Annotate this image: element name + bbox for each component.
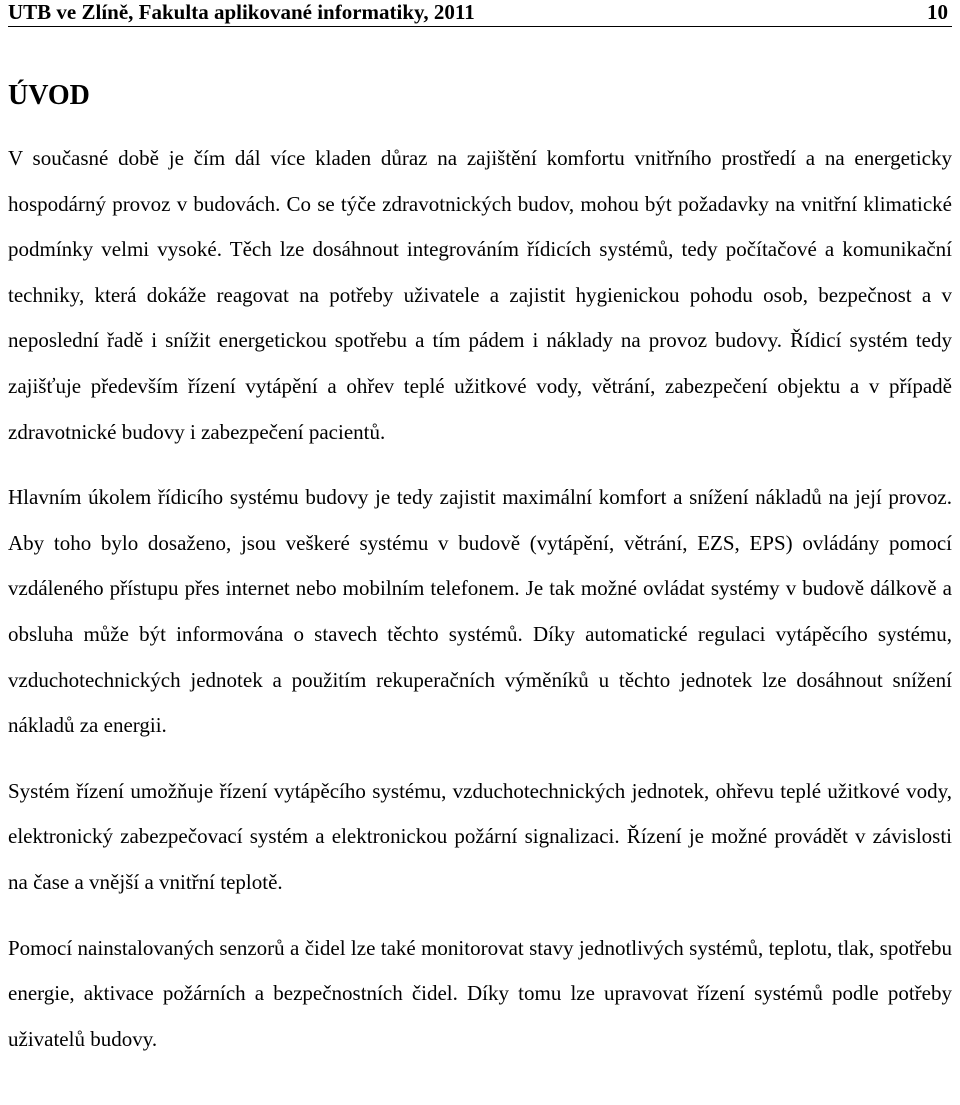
- paragraph-2: Hlavním úkolem řídicího systému budovy je tedy zajistit maximální komfort a snížení nákladů na její provoz. Aby toho bylo dosaženo, jsou veškeré systému v budově (vytápění, větrání, EZS, EPS) ovládány pomocí vzdáleného přístupu přes internet nebo mobilním telefonem. Je tak možné ovládat systémy v budově dálkově a obsluha může být informována o stavech těchto systémů. Díky automatické regulaci vytápěcího systému, vzduchotechnických jednotek a použitím rekuperačních výměníků u těchto jednotek lze dosáhnout snížení nákladů za energii.: [8, 485, 952, 738]
- page-header: [8, 0, 952, 27]
- paragraph-4: Pomocí nainstalovaných senzorů a čidel lze také monitorovat stavy jednotlivých systémů, teplotu, tlak, spotřebu energie, aktivace požárních a bezpečnostních čidel. Díky tomu lze upravovat řízení systémů podle potřeby uživatelů budovy.: [8, 935, 952, 1051]
- header-title: UTB ve Zlíně, Fakulta aplikované informatiky, 2011: [8, 0, 475, 24]
- paragraph-3: Systém řízení umožňuje řízení vytápěcího systému, vzduchotechnických jednotek, ohřevu teplé užitkové vody, elektronický zabezpečovací systém a elektronickou požární signalizaci. Řízení je možné provádět v závislosti na čase a vnější a vnitřní teplotě.: [8, 778, 952, 894]
- paragraph-1: V současné době je čím dál více kladen důraz na zajištění komfortu vnitřního prostředí a na energeticky hospodárný provoz v budovách. Co se týče zdravotnických budov, mohou být požadavky na vnitřní klimatické podmínky velmi vysoké. Těch lze dosáhnout integrováním řídicích systémů, tedy počítačové a komunikační techniky, která dokáže reagovat na potřeby uživatele a zajistit hygienickou pohodu osob, bezpečnost a v neposlední řadě i snížit energetickou spotřebu a tím pádem i náklady na provoz budovy. Řídicí systém tedy zajišťuje především řízení vytápění a ohřev teplé užitkové vody, větrání, zabezpečení objektu a v případě zdravotnické budovy i zabezpečení pacientů.: [8, 146, 952, 444]
- section-heading: ÚVOD: [8, 80, 90, 111]
- page-number: 10: [927, 0, 948, 24]
- document-body: [8, 136, 952, 1082]
